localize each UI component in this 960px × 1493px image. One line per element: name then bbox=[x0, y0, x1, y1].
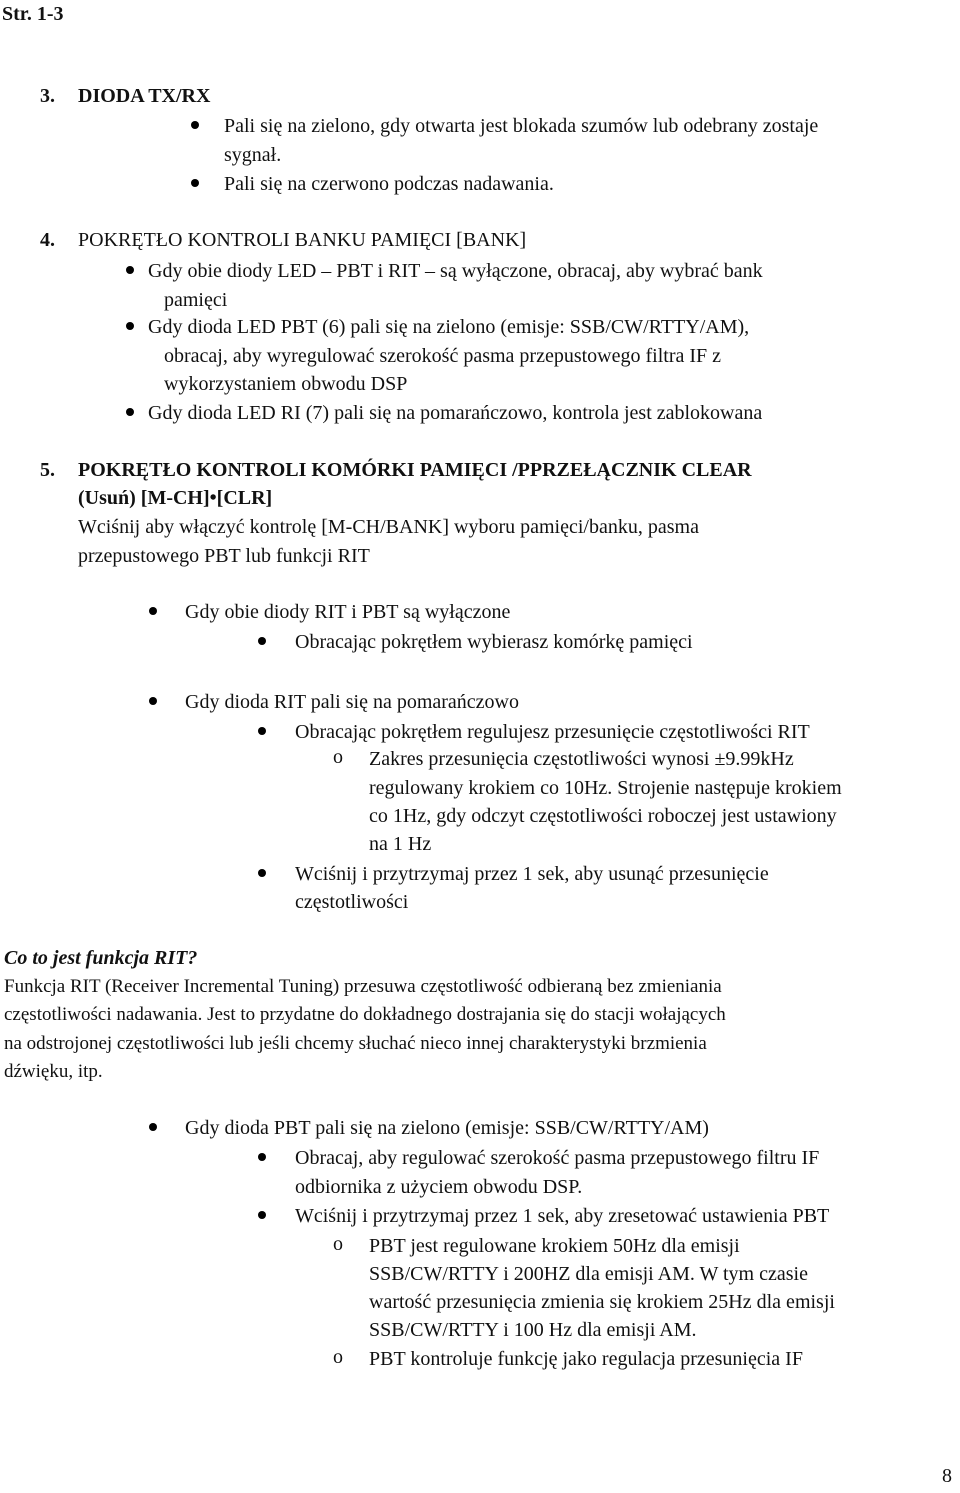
section-3-number: 3. bbox=[40, 85, 55, 107]
bullet-icon bbox=[126, 322, 134, 330]
s5-bullet2-sub1: Obracając pokrętłem regulujesz przesunięcie częstotliwości RIT bbox=[295, 721, 810, 743]
bullet-icon bbox=[126, 408, 134, 416]
pbt-o2: PBT kontroluje funkcję jako regulacja przesunięcia IF bbox=[369, 1348, 803, 1370]
rit-paragraph-line4: dźwięku, itp. bbox=[4, 1061, 103, 1082]
s4-bullet1-line1: Gdy obie diody LED – PBT i RIT – są wyłączone, obracaj, aby wybrać bank bbox=[148, 260, 763, 282]
bullet-icon bbox=[258, 1153, 266, 1161]
s5-desc-line1: Wciśnij aby włączyć kontrolę [M-CH/BANK] wyboru pamięci/banku, pasma bbox=[78, 516, 699, 538]
s5-bullet2-sub2-line1: Wciśnij i przytrzymaj przez 1 sek, aby usunąć przesunięcie bbox=[295, 863, 769, 885]
s5-bullet2-sub2-line2: częstotliwości bbox=[295, 891, 409, 913]
section-5-title-line2: (Usuń) [M-CH]•[CLR] bbox=[78, 487, 273, 509]
s3-bullet1-line2: sygnał. bbox=[224, 144, 282, 166]
section-3-title: DIODA TX/RX bbox=[78, 85, 211, 107]
bullet-icon bbox=[149, 1123, 157, 1131]
rit-paragraph-line1: Funkcja RIT (Receiver Incremental Tuning) przesuwa częstotliwość odbieraną bez zmieniania bbox=[4, 976, 722, 997]
s4-bullet3: Gdy dioda LED RI (7) pali się na pomarańczowo, kontrola jest zablokowana bbox=[148, 402, 763, 424]
bullet-icon bbox=[149, 697, 157, 705]
bullet-icon bbox=[258, 637, 266, 645]
page-header-label: Str. 1-3 bbox=[2, 3, 64, 25]
circle-bullet-icon: o bbox=[333, 1346, 343, 1368]
s5-bullet2-o-line2: regulowany krokiem co 10Hz. Strojenie następuje krokiem bbox=[369, 777, 842, 799]
s4-bullet2-line2: obracaj, aby wyregulować szerokość pasma przepustowego filtra IF z bbox=[164, 345, 722, 367]
pbt-o1-line4: SSB/CW/RTTY i 100 Hz dla emisji AM. bbox=[369, 1319, 697, 1341]
bullet-icon bbox=[191, 121, 199, 129]
pbt-o1-line2: SSB/CW/RTTY i 200HZ dla emisji AM. W tym czasie bbox=[369, 1263, 808, 1285]
bullet-icon bbox=[149, 607, 157, 615]
pbt-sub1-line2: odbiornika z użyciem obwodu DSP. bbox=[295, 1176, 583, 1198]
circle-bullet-icon: o bbox=[333, 746, 343, 768]
s4-bullet1-line2: pamięci bbox=[164, 289, 228, 311]
bullet-icon bbox=[258, 869, 266, 877]
bullet-icon bbox=[258, 1211, 266, 1219]
bullet-icon bbox=[191, 179, 199, 187]
s5-bullet1: Gdy obie diody RIT i PBT są wyłączone bbox=[185, 601, 511, 623]
section-5-title-line1: POKRĘTŁO KONTROLI KOMÓRKI PAMIĘCI /PPRZEŁĄCZNIK CLEAR bbox=[78, 459, 752, 481]
pbt-sub2: Wciśnij i przytrzymaj przez 1 sek, aby zresetować ustawienia PBT bbox=[295, 1205, 830, 1227]
s5-bullet1-sub: Obracając pokrętłem wybierasz komórkę pamięci bbox=[295, 631, 693, 653]
pbt-o1-line3: wartość przesunięcia zmienia się krokiem 25Hz dla emisji bbox=[369, 1291, 835, 1313]
page-number: 8 bbox=[942, 1465, 952, 1487]
circle-bullet-icon: o bbox=[333, 1233, 343, 1255]
s4-bullet2-line3: wykorzystaniem obwodu DSP bbox=[164, 373, 408, 395]
bullet-icon bbox=[126, 266, 134, 274]
s3-bullet1-line1: Pali się na zielono, gdy otwarta jest blokada szumów lub odebrany zostaje bbox=[224, 115, 819, 137]
rit-paragraph-line3: na odstrojonej częstotliwości lub jeśli chcemy słuchać nieco innej charakterystyki brzmienia bbox=[4, 1033, 707, 1054]
s5-desc-line2: przepustowego PBT lub funkcji RIT bbox=[78, 545, 370, 567]
bullet-icon bbox=[258, 727, 266, 735]
pbt-bullet1: Gdy dioda PBT pali się na zielono (emisje: SSB/CW/RTTY/AM) bbox=[185, 1117, 709, 1139]
rit-paragraph-line2: częstotliwości nadawania. Jest to przydatne do dokładnego dostrajania się do stacji wołających bbox=[4, 1004, 726, 1025]
s4-bullet2-line1: Gdy dioda LED PBT (6) pali się na zielono (emisje: SSB/CW/RTTY/AM), bbox=[148, 316, 750, 338]
s5-bullet2-o-line4: na 1 Hz bbox=[369, 833, 432, 855]
section-4-number: 4. bbox=[40, 229, 55, 251]
s3-bullet2: Pali się na czerwono podczas nadawania. bbox=[224, 173, 554, 195]
s5-bullet2-o-line1: Zakres przesunięcia częstotliwości wynosi ±9.99kHz bbox=[369, 748, 794, 770]
rit-question-heading: Co to jest funkcja RIT? bbox=[4, 947, 198, 969]
s5-bullet2-o-line3: co 1Hz, gdy odczyt częstotliwości roboczej jest ustawiony bbox=[369, 805, 837, 827]
section-4-title: POKRĘTŁO KONTROLI BANKU PAMIĘCI [BANK] bbox=[78, 229, 527, 251]
pbt-o1-line1: PBT jest regulowane krokiem 50Hz dla emisji bbox=[369, 1235, 740, 1257]
pbt-sub1-line1: Obracaj, aby regulować szerokość pasma przepustowego filtru IF bbox=[295, 1147, 820, 1169]
s5-bullet2: Gdy dioda RIT pali się na pomarańczowo bbox=[185, 691, 519, 713]
section-5-number: 5. bbox=[40, 459, 55, 481]
